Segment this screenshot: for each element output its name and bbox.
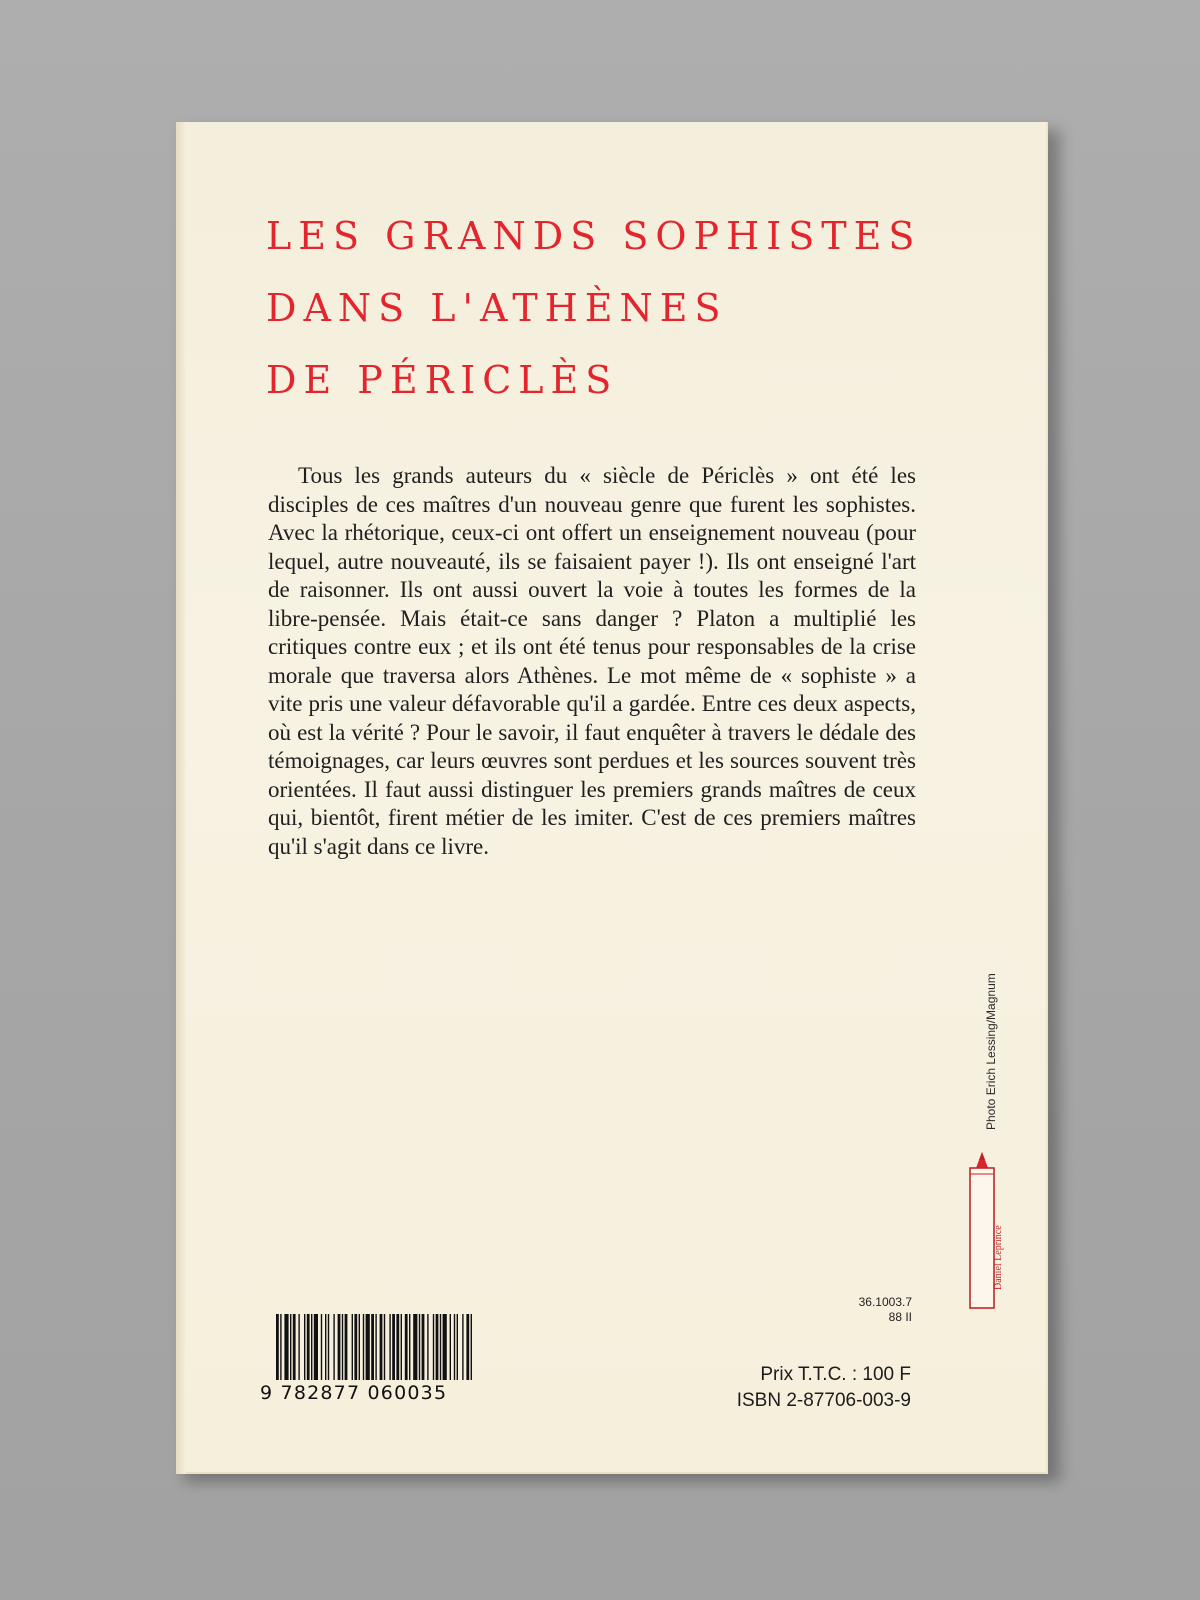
title-line-2: DANS L'ATHÈNES (266, 286, 728, 330)
isbn-label: ISBN 2-87706-003-9 (736, 1390, 911, 1411)
book-title (266, 200, 921, 416)
catalog-code-2: 88 II (888, 1310, 912, 1324)
book-back-cover (176, 122, 1048, 1474)
title-line-1: LES GRANDS SOPHISTES (266, 214, 922, 258)
publisher-logo-text: Daniel Leprince (993, 1225, 1004, 1290)
catalog-codes (806, 1295, 912, 1325)
barcode-image (276, 1314, 472, 1380)
back-cover-blurb: Tous les grands auteurs du « siècle de Périclès » ont été les disciples de ces maîtres d'un nouveau genre que furent les sophistes. Avec la rhétorique, ceux-ci ont offert un enseignement nouveau (pour lequel, autre nouveauté, ils se faisaient payer !). Ils ont enseigné l'art de raisonner. Ils ont aussi ouvert la voie à toutes les formes de la libre-pensée. Mais était-ce sans danger ? Platon a multiplié les critiques contre eux ; et ils ont été tenus pour responsables de la crise morale que traversa alors Athènes. Le mot même de « sophiste » a vite pris une valeur défavorable qu'il a gardée. Entre ces deux aspects, où est la vérité ? Pour le savoir, il faut enquêter à travers le dédale des témoignages, car leurs œuvres sont perdues et les sources souvent très orientées. Il faut aussi distinguer les premiers grands maîtres de ceux qui, bientôt, firent métier de les imiter. C'est de ces premiers maîtres qu'il s'agit dans ce livre. (268, 463, 916, 859)
title-line-3: DE PÉRICLÈS (266, 358, 619, 402)
price-label: Prix T.T.C. : 100 F (760, 1364, 911, 1385)
catalog-code-1: 36.1003.7 (858, 1295, 912, 1309)
photo-credit: Photo Erich Lessing/Magnum (984, 973, 998, 1130)
barcode-digits: 9 782877 060035 (260, 1382, 448, 1404)
spine-edge (176, 122, 186, 1474)
